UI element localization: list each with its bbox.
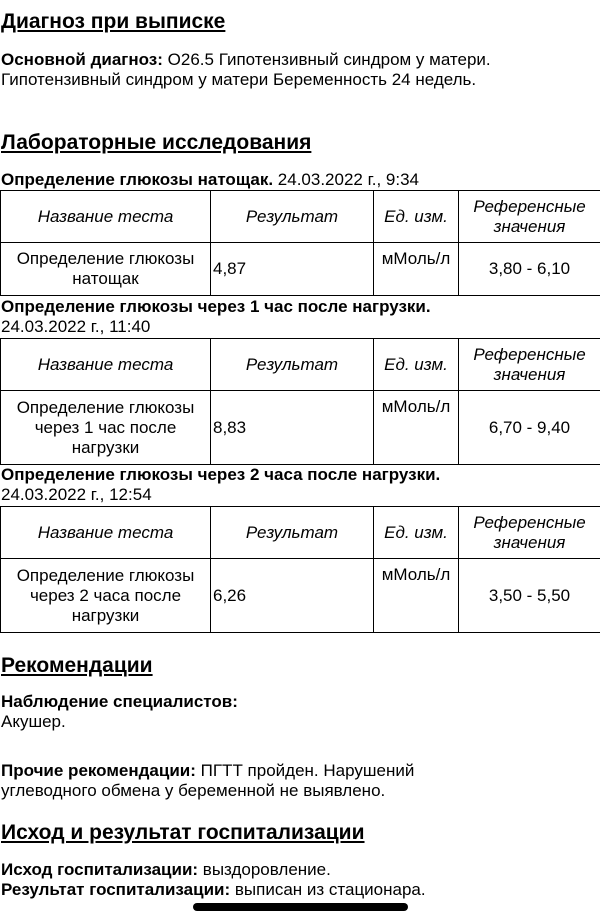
col-reference: Референсные значения [459, 191, 600, 243]
col-test-name: Название теста [1, 191, 211, 243]
main-diagnosis [1, 50, 599, 90]
test-unit: мМоль/л [374, 391, 459, 465]
test-name: Определение глюкозы через 2 часа после нагрузки [1, 559, 211, 633]
hospitalization-outcome [1, 860, 599, 900]
discharge-diagnosis-heading: Диагноз при выписке [1, 10, 226, 33]
table-header-row [1, 339, 600, 391]
col-result: Результат [211, 339, 374, 391]
table-row [1, 391, 600, 465]
table-header-row [1, 507, 600, 559]
other-recommendations [1, 761, 599, 801]
col-unit: Ед. изм. [374, 507, 459, 559]
other-recommendations-text-1: ПГТТ пройден. Нарушений [195, 761, 415, 780]
test-3-title: Определение глюкозы через 2 часа после нагрузки. [1, 465, 441, 484]
test-2-table [0, 338, 600, 465]
observation-label: Наблюдение специалистов: [1, 692, 238, 711]
table-row [1, 243, 600, 296]
main-diagnosis-label: Основной диагноз: [1, 50, 163, 69]
col-result: Результат [211, 507, 374, 559]
col-test-name: Название теста [1, 339, 211, 391]
specialist-observation [1, 692, 599, 732]
other-recommendations-text-2: углеводного обмена у беременной не выявлено. [1, 781, 386, 800]
col-unit: Ед. изм. [374, 339, 459, 391]
test-2-date: 24.03.2022 г., 11:40 [1, 317, 151, 336]
test-3-caption [1, 465, 599, 505]
test-reference: 3,80 - 6,10 [459, 243, 600, 296]
main-diagnosis-text-1: O26.5 Гипотензивный синдром у матери. [162, 50, 491, 69]
test-3-date: 24.03.2022 г., 12:54 [1, 485, 152, 504]
outcome-value: выздоровление. [198, 860, 331, 879]
col-test-name: Название теста [1, 507, 211, 559]
test-2-title: Определение глюкозы через 1 час после нагрузки. [1, 297, 431, 316]
recommendations-heading: Рекомендации [1, 654, 153, 677]
outcome-label: Исход госпитализации: [1, 860, 199, 879]
test-unit: мМоль/л [374, 243, 459, 296]
test-3-table [0, 506, 600, 633]
outcome-heading: Исход и результат госпитализации [1, 821, 365, 844]
observation-value: Акушер. [1, 712, 66, 731]
test-name: Определение глюкозы натощак [1, 243, 211, 296]
col-reference: Референсные значения [459, 339, 600, 391]
col-unit: Ед. изм. [374, 191, 459, 243]
test-1-date: 24.03.2022 г., 9:34 [273, 170, 419, 189]
other-recommendations-label: Прочие рекомендации: [1, 761, 196, 780]
test-name: Определение глюкозы через 1 час после нагрузки [1, 391, 211, 465]
table-header-row [1, 191, 600, 243]
test-1-title: Определение глюкозы натощак. [1, 170, 274, 189]
test-result: 6,26 [211, 559, 374, 633]
test-1-table [0, 190, 600, 296]
col-reference: Референсные значения [459, 507, 600, 559]
test-result: 8,83 [211, 391, 374, 465]
result-value: выписан из стационара. [230, 880, 426, 899]
test-reference: 3,50 - 5,50 [459, 559, 600, 633]
home-indicator[interactable] [193, 903, 408, 911]
test-unit: мМоль/л [374, 559, 459, 633]
test-1-caption [1, 170, 599, 190]
test-2-caption [1, 297, 599, 337]
col-result: Результат [211, 191, 374, 243]
result-label: Результат госпитализации: [1, 880, 231, 899]
main-diagnosis-text-2: Гипотензивный синдром у матери Беременность 24 недель. [1, 70, 477, 89]
test-result: 4,87 [211, 243, 374, 296]
table-row [1, 559, 600, 633]
test-reference: 6,70 - 9,40 [459, 391, 600, 465]
lab-heading: Лабораторные исследования [1, 131, 312, 154]
